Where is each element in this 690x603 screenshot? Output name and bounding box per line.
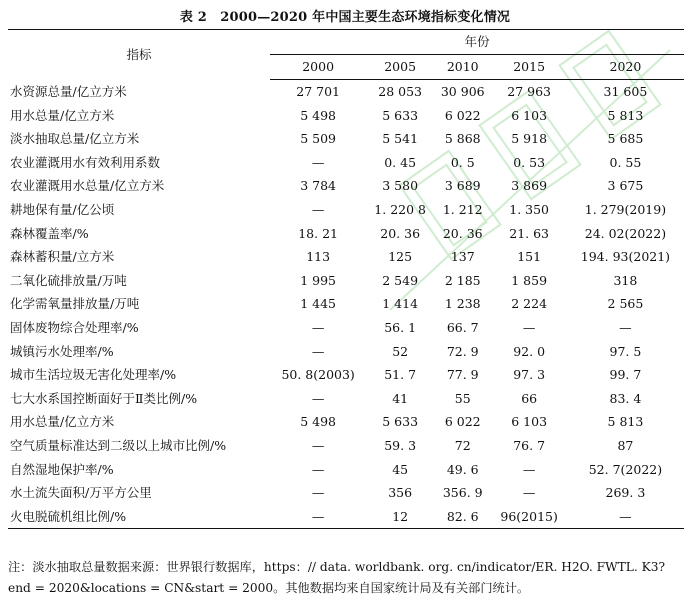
year-value-cell: 18. 21 — [298, 225, 338, 241]
year-value-cell: 1. 220 8 — [374, 201, 426, 217]
year-value-cell: 2 185 — [444, 272, 481, 288]
year-value-cell: 87 — [617, 437, 634, 453]
year-value-cell: — — [522, 485, 536, 501]
table-row — [8, 80, 684, 104]
table-row — [8, 245, 684, 269]
indicator-name: 耕地保有量/亿公顷 — [10, 201, 115, 217]
year-value-cell: — — [311, 461, 325, 477]
year-value-cell: 2 565 — [607, 296, 644, 312]
year-value-cell: 6 022 — [444, 107, 481, 123]
year-value-cell: 31 605 — [603, 84, 648, 99]
year-value-cell: 0. 5 — [450, 154, 475, 170]
year-value-cell: 125 — [388, 249, 413, 265]
indicator-name: 固体废物综合处理率/% — [10, 319, 139, 335]
table-title: 表 2 2000—2020 年中国主要生态环境指标变化情况 — [179, 10, 511, 25]
table-row — [8, 410, 684, 434]
year-value-cell: 5 541 — [382, 131, 419, 147]
year-value-cell: 3 580 — [382, 178, 419, 194]
year-value-cell: — — [522, 319, 536, 335]
indicator-name: 用水总量/亿立方米 — [10, 414, 115, 430]
note-line: 注：淡水抽取总量数据来源：世界银行数据库，https：// data. worldbank. org. cn/indicator/ER. H2O. FWTL. K3? — [8, 560, 666, 574]
year-value-cell: 0. 45 — [384, 154, 417, 170]
year-value-cell: 5 509 — [300, 131, 337, 147]
year-value-cell: 3 675 — [607, 178, 644, 194]
year-value-cell: — — [311, 201, 325, 217]
year-value-cell: 5 498 — [300, 414, 337, 430]
year-value-cell: 72 — [454, 437, 471, 453]
year-value-cell: 5 813 — [607, 414, 644, 430]
indicator-name: 化学需氧量排放量/万吨 — [10, 296, 140, 312]
table-row — [8, 505, 684, 529]
year-value-cell: 2 549 — [382, 272, 419, 288]
table-row — [8, 198, 684, 222]
year-value-cell: 1 445 — [300, 296, 337, 312]
year-header: 2015 — [491, 55, 566, 80]
year-value-cell: 2 224 — [511, 296, 548, 312]
year-value-cell: 194. 93(2021) — [580, 249, 671, 265]
indicator-name: 用水总量/亿立方米 — [10, 107, 115, 123]
year-value-cell: 1 414 — [382, 296, 419, 312]
indicator-name: 七大水系国控断面好于Ⅱ类比例/% — [10, 390, 198, 406]
year-value-cell: 55 — [454, 390, 471, 406]
year-value-cell: 356 — [388, 485, 413, 501]
year-value-cell: 96(2015) — [500, 508, 558, 524]
year-value-cell: 97. 3 — [513, 367, 546, 383]
indicator-name: 自然湿地保护率/% — [10, 461, 114, 477]
year-value-cell: 1. 279(2019) — [584, 201, 667, 217]
year-value-cell: 12 — [392, 508, 409, 524]
year-value-cell: — — [311, 437, 325, 453]
year-value-cell: 3 689 — [444, 178, 481, 194]
table-row — [8, 292, 684, 316]
year-value-cell: 20. 36 — [380, 225, 421, 241]
table-row — [8, 481, 684, 505]
year-value-cell: 27 701 — [296, 84, 340, 99]
year-value-cell: 5 633 — [382, 107, 419, 123]
year-value-cell: 45 — [392, 461, 409, 477]
indicator-name: 二氧化硫排放量/万吨 — [10, 272, 127, 288]
year-value-cell: 77. 9 — [446, 367, 479, 383]
year-value-cell: 1 859 — [511, 272, 548, 288]
year-value-cell: 50. 8(2003) — [281, 367, 355, 383]
table-row — [8, 104, 684, 128]
year-value-cell: 97. 5 — [609, 343, 642, 359]
year-value-cell: 5 813 — [607, 107, 644, 123]
year-value-cell: 27 963 — [507, 84, 552, 99]
year-value-cell: — — [619, 319, 632, 335]
year-value-cell: — — [619, 508, 632, 524]
year-value-cell: 52. 7(2022) — [588, 461, 663, 477]
year-value-cell: 49. 6 — [446, 461, 479, 477]
year-value-cell: — — [311, 390, 325, 406]
indicator-name: 农业灌溉用水有效利用系数 — [10, 154, 161, 170]
table-row — [8, 174, 684, 198]
year-value-cell: 6 103 — [511, 414, 548, 430]
year-value-cell: 3 784 — [300, 178, 337, 194]
indicator-name: 城市生活垃圾无害化处理率/% — [10, 367, 177, 383]
year-value-cell: 5 918 — [511, 131, 548, 147]
year-value-cell: 52 — [392, 343, 409, 359]
year-value-cell: — — [311, 154, 325, 170]
indicator-name: 水土流失面积/万平方公里 — [10, 485, 152, 501]
year-value-cell: 66 — [521, 390, 538, 406]
year-value-cell: — — [522, 461, 536, 477]
year-value-cell: 5 498 — [300, 107, 337, 123]
year-value-cell: — — [311, 319, 325, 335]
table-row — [8, 127, 684, 151]
year-value-cell: 59. 3 — [384, 437, 417, 453]
indicator-name: 农业灌溉用水总量/亿立方米 — [10, 178, 165, 194]
year-value-cell: 137 — [450, 249, 475, 265]
table-row — [8, 222, 684, 246]
year-value-cell: 5 868 — [444, 131, 481, 147]
year-value-cell: 51. 7 — [384, 367, 417, 383]
indicator-name: 森林蓄积量/立方米 — [10, 249, 115, 265]
table-row — [8, 316, 684, 340]
year-value-cell: 1. 350 — [509, 201, 550, 217]
year-value-cell: 24. 02(2022) — [584, 225, 667, 241]
year-value-cell: 56. 1 — [384, 319, 417, 335]
table-row — [8, 340, 684, 364]
indicator-name: 水资源总量/亿立方米 — [10, 83, 127, 99]
table-row — [8, 458, 684, 482]
year-value-cell: 113 — [306, 249, 331, 265]
year-value-cell: 5 685 — [607, 131, 644, 147]
year-value-cell: 72. 9 — [446, 343, 479, 359]
year-header: 2020 — [567, 55, 684, 80]
year-value-cell: 92. 0 — [513, 343, 546, 359]
year-value-cell: 28 053 — [378, 84, 423, 99]
year-value-cell: 76. 7 — [513, 437, 546, 453]
indicator-name: 淡水抽取总量/亿立方米 — [10, 131, 140, 147]
note-line: end = 2020&locations = CN&start = 2000。其他数据均来自国家统计局及有关部门统计。 — [8, 581, 530, 595]
year-value-cell: 1 995 — [300, 272, 337, 288]
year-value-cell: 6 103 — [511, 107, 548, 123]
year-value-cell: 41 — [392, 390, 409, 406]
year-group-header: 年份 — [270, 30, 684, 55]
year-value-cell: 1. 212 — [442, 201, 483, 217]
year-value-cell: 1 238 — [444, 296, 481, 312]
indicator-header: 指标 — [126, 46, 152, 62]
year-value-cell: 269. 3 — [605, 485, 646, 501]
table-row — [8, 151, 684, 175]
indicator-name: 空气质量标准达到二级以上城市比例/% — [10, 437, 227, 453]
table-row — [8, 387, 684, 411]
ecology-indicator-table — [8, 29, 684, 529]
year-value-cell: 82. 6 — [446, 508, 479, 524]
year-header: 2000 — [270, 55, 366, 80]
year-value-cell: 0. 53 — [513, 154, 546, 170]
year-value-cell: — — [311, 508, 325, 524]
table-row — [8, 269, 684, 293]
year-value-cell: 3 869 — [511, 178, 548, 194]
table-row — [8, 434, 684, 458]
year-value-cell: 318 — [613, 272, 638, 288]
year-header: 2005 — [366, 55, 434, 80]
year-value-cell: 6 022 — [444, 414, 481, 430]
year-value-cell: 30 906 — [440, 84, 485, 99]
year-value-cell: — — [311, 485, 325, 501]
year-value-cell: 99. 7 — [609, 367, 642, 383]
table-note — [8, 557, 684, 599]
year-value-cell: 21. 63 — [509, 225, 550, 241]
year-value-cell: 151 — [517, 249, 542, 265]
indicator-name: 城镇污水处理率/% — [10, 343, 114, 359]
year-value-cell: 356. 9 — [442, 485, 483, 501]
year-value-cell: — — [311, 343, 325, 359]
year-value-cell: 20. 36 — [442, 225, 483, 241]
year-value-cell: 5 633 — [382, 414, 419, 430]
indicator-name: 森林覆盖率/% — [10, 225, 89, 241]
year-value-cell: 83. 4 — [609, 390, 642, 406]
indicator-name: 火电脱硫机组比例/% — [10, 508, 127, 524]
year-value-cell: 66. 7 — [446, 319, 479, 335]
year-header: 2010 — [434, 55, 491, 80]
table-row — [8, 363, 684, 387]
year-value-cell: 0. 55 — [609, 154, 642, 170]
